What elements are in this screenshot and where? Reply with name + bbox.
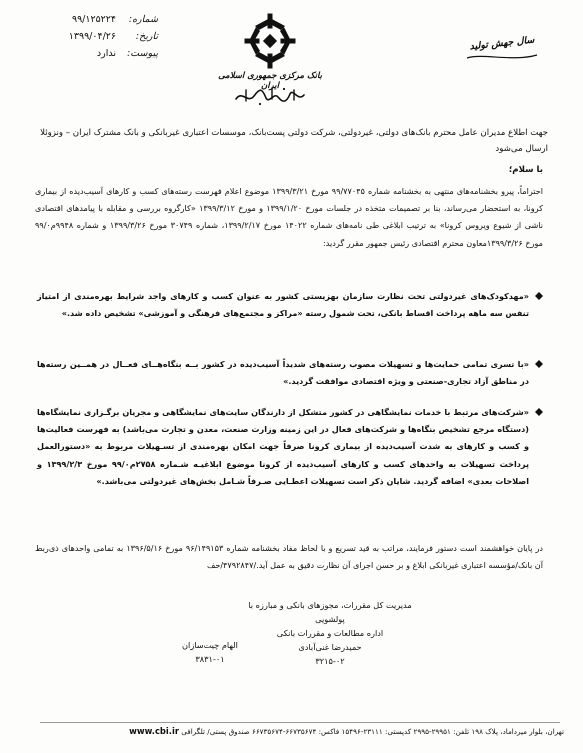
- date-row: [28, 31, 158, 48]
- signer-extension: ۳۲۱۵-۰۲: [315, 656, 345, 666]
- salutation: با سلام؛: [508, 165, 543, 175]
- closing-paragraph: در پایان خواهشمند است دستور فرمایند، مراتب به قید تسریع و با لحاظ مفاد بخشنامه شماره ۹۶/۱۴۹۱۵۳ مورخ ۱۳۹۶/۵/۱۶ به تمامی واحدهای ذی‌ربط آن بانک/مؤسسه اعتباری غیربانکی ابلاغ و بر حسن اجرای آن نظارت دقیق به عمل آید./۴۷۹۲۸۴۷/حف: [35, 543, 544, 571]
- signer-name: الهام چیت‌سازان: [182, 640, 238, 650]
- slogan-text: سال جهش تولید: [469, 34, 535, 53]
- signer-extension: ۳۸۳۱-۰۱: [195, 654, 225, 664]
- diamond-bullet-icon: [535, 292, 543, 300]
- bullet-text: «با تسری تمامی حمایت‌ها و تسهیلات مصوب رسته‌های شدیداً آسیب‌دیده در کشور بــه بنگاه‌هــای فعــال در همــین رسته‌ها در مناطق آزاد تجاری-صنعتی و ویژه اقتصادی موافقت گردید.»: [37, 359, 529, 387]
- number-value: ۹۹/۱۲۵۲۲۴: [71, 14, 116, 25]
- bullet-item: [37, 288, 543, 322]
- department-name: مدیریت کل مقررات، مجوزهای بانکی و مبارزه با پولشویی: [248, 600, 412, 624]
- diamond-bullet-icon: [535, 360, 543, 368]
- date-value: ۱۳۹۹/۰۴/۲۶: [68, 31, 116, 42]
- attachment-value: ندارد: [96, 48, 116, 59]
- address-text: تهران، بلوار میرداماد، پلاک ۱۹۸ تلفن: ۲۹۹۵۱-۲۹۹۵ کدپستی: ۲۳۱۱۱-۱۵۴۹۶ فاکس: ۶۶۷۳۵۶۷۴-۶۶۷۳۵۶۷۴ صندوق پستی/ تلگرافی: [181, 727, 564, 736]
- date-label: تاریخ:: [135, 31, 158, 42]
- website-link[interactable]: www.cbi.ir: [129, 726, 179, 736]
- intro-paragraph: احتراماً، پیرو بخشنامه‌های منتهی به بخشنامه شماره ۹۹/۷۷۰۴۵ مورخ ۱۳۹۹/۳/۲۱ موضوع اعلام فهرست رسته‌های کسب و کارهای آسیب‌دیده از بیماری کرونا، به استحضار می‌رساند، بنا بر تصمیمات متخذه در جلسات مورخ ۱۳۹۹/۱/۲۰ و مورخ ۱۳۹۹/۳/۱۲ «کارگروه بررسی و مقابله با پیامدهای اقتصادی ناشی از شیوع ویروس کرونا» به ترتیب ابلاغی طی نامه‌های شماره ۱۴۰۲۲ مورخ ۱۳۹۹/۲/۱۷، شماره ۳۰۷۴۹ مورخ ۱۳۹۹/۳/۲۶ و شماره ۹۹۴۸م۹۹/۰ مورخ ۱۳۹۹/۳/۲۶معاون محترم اقتصادی رئیس جمهور مقرر گردید:: [35, 186, 544, 248]
- attachment-row: [28, 48, 158, 65]
- bismillah-calligraphy: [232, 84, 308, 108]
- office-name: اداره مطالعات و مقررات بانکی: [276, 628, 384, 638]
- bullet-item: [37, 404, 543, 490]
- signature-spacer: [140, 610, 280, 638]
- bullet-text: «مهدکودک‌های غیردولتی تحت نظارت سازمان بهزیستی کشور به عنوان کسب و کارهای واجد شرایط بهره‌مندی از امتیاز تنفس سه ماهه پرداخت اقساط بانکی، تحت شمول رسته «مراکز و مجتمع‌های فرهنگی و آموزشی» تشخیص داده شد.»: [37, 291, 529, 319]
- bullet-item: [37, 356, 543, 390]
- footer-address: [48, 726, 564, 736]
- number-row: [28, 14, 158, 31]
- diamond-bullet-icon: [535, 408, 543, 416]
- signature-block-secondary: [140, 610, 280, 666]
- signer-name: حمیدرضا غنی‌آبادی: [298, 642, 362, 652]
- year-slogan-stamp: [463, 34, 541, 68]
- slogan-underline-icon: [463, 50, 541, 64]
- number-label: شماره:: [128, 14, 158, 25]
- footer-divider: [40, 722, 560, 723]
- recipient-line: جهت اطلاع مدیران عامل محترم بانک‌های دولتی، غیردولتی، شرکت دولتی پست‌بانک، موسسات اعتباری غیربانکی و بانک مشترک ایران – ونزوئلا ارسال می‌شود: [40, 128, 548, 154]
- bullet-text: «شرکت‌های مرتبط با خدمات نمایشگاهی در کشور متشکل از دارندگان سایت‌های نمایشگاهی و مجریان برگـزاری نمایشگاه‌ها (دستگاه مرجع تشخیص بنگاه‌ها و شرکت‌های فعال در این زمینه وزارت صنعت، معدن و تجارت می‌باشد) به فهرست فعالیت‌ها و کسب و کارهای به شدت آسیب‌دیده از بیماری کرونا صرفاً جهت امکان بهره‌مندی از تسـهیلات مربوط به «دستورالعمل پرداخت تسهیلات به واحدهای کسب و کارهای آسیب‌دیده از کرونا موضوع ابلاغیـه شـماره ۲۷۵۸م۹۹/۰ مورخ ۱۳۹۹/۲/۳ و اصلاحات بعدی» اضافه گردید. شایان ذکر است تسهیلات اعطـایی صـرفاً شـامل بخش‌های غیردولتی می‌باشد.»: [37, 407, 529, 486]
- central-bank-emblem-icon: [239, 12, 301, 70]
- bank-name: بانک مرکزی جمهوری اسلامی ایران: [218, 71, 322, 91]
- attachment-label: پیوست:: [127, 48, 158, 59]
- reference-block: [28, 14, 158, 65]
